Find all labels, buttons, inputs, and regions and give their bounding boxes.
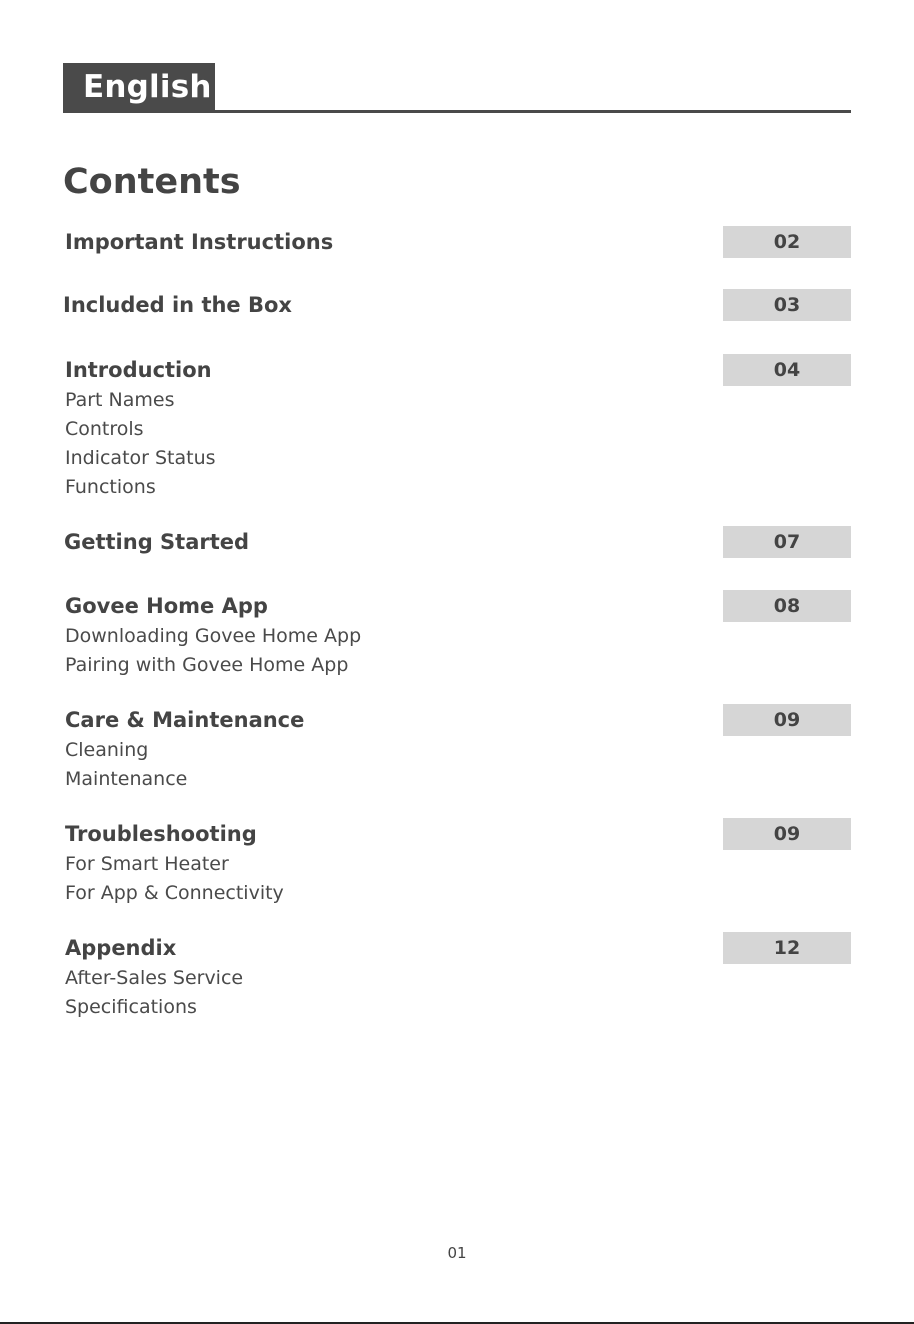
toc-section-title: Important Instructions — [65, 230, 334, 254]
toc-section-title: Getting Started — [64, 530, 250, 554]
toc-subitem: Controls — [65, 418, 144, 440]
toc-subitems — [65, 850, 851, 908]
toc-subitem: Cleaning — [65, 739, 149, 761]
toc-page-badge: 07 — [723, 526, 851, 558]
toc-subitems — [65, 964, 851, 1022]
toc-subitem: Maintenance — [65, 768, 188, 790]
toc-section-troubleshooting — [65, 818, 851, 908]
toc-section-title: Troubleshooting — [65, 822, 257, 846]
header-rule — [63, 110, 851, 113]
toc-section-important-instructions — [65, 226, 851, 258]
language-header — [63, 63, 851, 113]
toc-section-govee-home-app — [65, 590, 851, 680]
toc-subitem: Indicator Status — [65, 447, 216, 469]
page-title: Contents — [63, 162, 241, 202]
toc-subitem: For App & Connectivity — [65, 882, 284, 904]
toc-page-badge: 08 — [723, 590, 851, 622]
toc-subitem: Pairing with Govee Home App — [65, 654, 349, 676]
toc-subitem: Part Names — [65, 389, 175, 411]
toc-section-getting-started — [64, 526, 851, 558]
toc-section-included-in-the-box — [63, 289, 851, 321]
toc-section-introduction — [65, 354, 851, 502]
toc-subitems — [65, 386, 851, 502]
language-tab: English — [63, 63, 215, 113]
toc-subitem: For Smart Heater — [65, 853, 229, 875]
toc-subitem: Specifications — [65, 996, 197, 1018]
toc-page-badge: 02 — [723, 226, 851, 258]
toc-subitem: Functions — [65, 476, 156, 498]
toc-subitems — [65, 622, 851, 680]
page-number: 01 — [447, 1244, 467, 1262]
toc-section-title: Care & Maintenance — [65, 708, 305, 732]
toc-section-title: Included in the Box — [63, 293, 292, 317]
toc-page-badge: 03 — [723, 289, 851, 321]
toc-page-badge: 12 — [723, 932, 851, 964]
toc-page-badge: 09 — [723, 704, 851, 736]
toc-section-title: Introduction — [65, 358, 212, 382]
toc-page-badge: 04 — [723, 354, 851, 386]
toc-section-title: Appendix — [65, 936, 177, 960]
toc-section-appendix — [65, 932, 851, 1022]
toc-subitems — [65, 736, 851, 794]
toc-section-title: Govee Home App — [65, 594, 268, 618]
toc-subitem: After-Sales Service — [65, 967, 244, 989]
toc-page-badge: 09 — [723, 818, 851, 850]
toc-section-care-maintenance — [65, 704, 851, 794]
toc-subitem: Downloading Govee Home App — [65, 625, 362, 647]
